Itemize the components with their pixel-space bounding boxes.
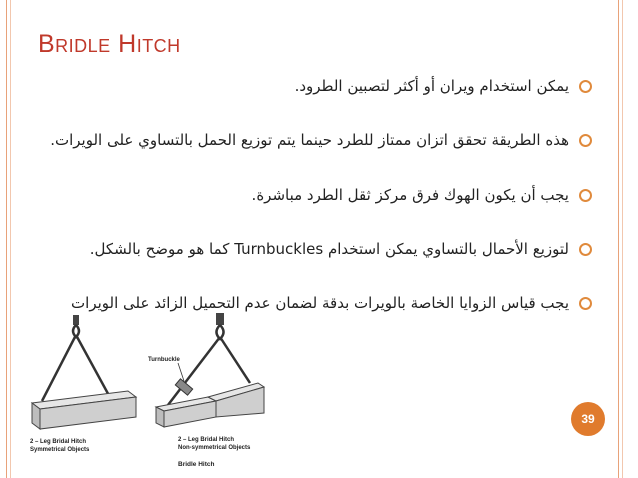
slide-title: Bridle Hitch <box>38 30 181 58</box>
bridle-hitch-figure <box>28 313 268 471</box>
bullet-item <box>50 128 592 152</box>
left-border-line <box>6 0 7 478</box>
bullet-text: هذه الطريقة تحقق اتزان ممتاز للطرد حينما يتم توزيع الحمل بالتساوي على الويرات. <box>50 131 569 149</box>
page-number-badge: 39 <box>571 402 605 436</box>
right-border-line-inner <box>622 0 623 478</box>
bullet-text: لتوزيع الأحمال بالتساوي يمكن استخدام Turnbuckles كما هو موضح بالشكل. <box>89 240 569 258</box>
bullet-circle-icon <box>579 134 592 147</box>
right-border-line <box>618 0 619 478</box>
bullet-circle-icon <box>579 243 592 256</box>
bullet-text: يمكن استخدام ويران أو أكثر لتصبين الطرود. <box>294 77 569 95</box>
bullet-text: يجب أن يكون الهوك فرق مركز ثقل الطرد مباشرة. <box>251 186 569 204</box>
caption-right-line1: 2 – Leg Bridal Hitch <box>178 437 235 443</box>
turnbuckle-label: Turnbuckle <box>148 357 180 363</box>
bullet-text: يجب قياس الزوايا الخاصة بالويرات بدقة لضمان عدم التحميل الزائد على الويرات <box>71 294 569 312</box>
non-symmetrical-hitch-illustration <box>156 313 264 427</box>
left-border-line-inner <box>10 0 11 478</box>
figure-caption: Bridle Hitch <box>178 461 215 468</box>
bullet-circle-icon <box>579 297 592 310</box>
bullet-item <box>295 74 592 98</box>
bullet-item <box>252 183 592 207</box>
caption-right-line2: Non-symmetrical Objects <box>178 445 251 451</box>
bullet-item <box>90 237 592 261</box>
caption-left-line2: Symmetrical Objects <box>30 447 90 453</box>
bullet-circle-icon <box>579 80 592 93</box>
symmetrical-hitch-illustration <box>32 315 136 429</box>
caption-left-line1: 2 – Leg Bridal Hitch <box>30 439 87 445</box>
bullet-item <box>71 291 592 315</box>
bullet-circle-icon <box>579 189 592 202</box>
